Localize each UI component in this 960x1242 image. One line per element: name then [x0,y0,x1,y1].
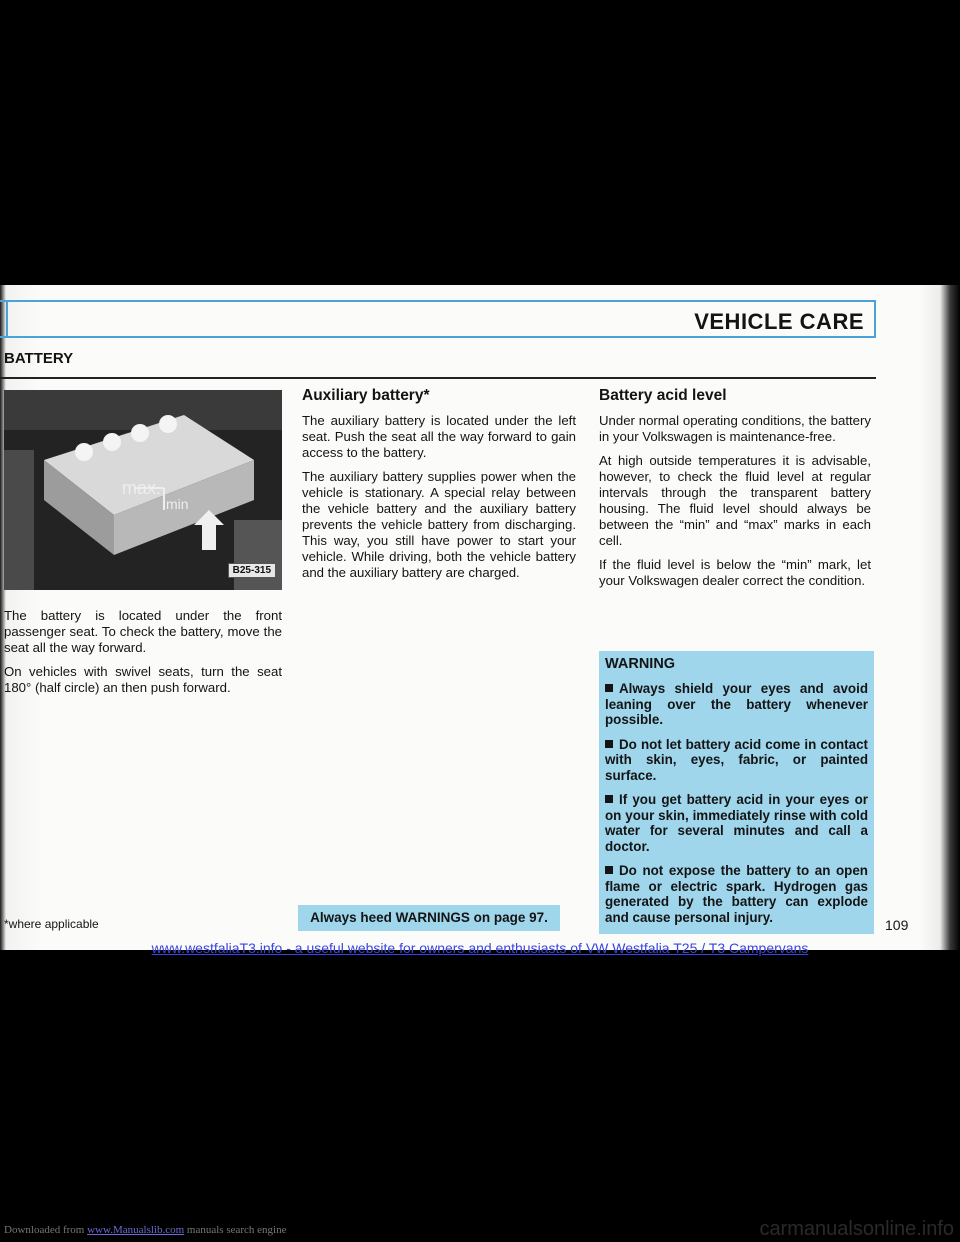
square-bullet-icon [605,866,613,874]
downloaded-from-line [4,1224,286,1236]
square-bullet-icon [605,740,613,748]
heed-warnings-box: Always heed WARNINGS on page 97. [298,905,560,931]
header-rule [0,377,876,379]
top-black-border [0,0,960,285]
square-bullet-icon [605,795,613,803]
bottom-black-border [0,950,960,1242]
warning-item [605,681,868,728]
middle-paragraph: The auxiliary battery is located under the left seat. Push the seat all the way forward to gain access to the battery. [302,413,576,460]
middle-paragraph: The auxiliary battery supplies power when the vehicle is stationary. A special relay between the vehicle battery and the auxiliary battery prevents the vehicle battery from discharging. This way, you still have power to start your vehicle. While driving, both the vehicle battery and the auxiliary battery are charged. [302,469,576,580]
left-column [4,608,282,704]
manualslib-link[interactable]: www.Manualslib.com [87,1224,185,1236]
section-title-vehicle-care: VEHICLE CARE [694,309,864,334]
warning-item-text: Do not expose the battery to an open flame or electric spark. Hydrogen gas generated by the battery can explode and cause personal injury. [605,863,868,925]
warning-item [605,737,868,784]
right-paragraph: At high outside temperatures it is advisable, however, to check the fluid level at regular intervals through the transparent battery housing. The fluid level should always be between the “min” and “max” marks in each cell. [599,453,871,548]
left-paragraph: The battery is located under the front passenger seat. To check the battery, move the seat all the way forward. [4,608,282,655]
warning-item-text: Always shield your eyes and avoid leaning over the battery whenever possible. [605,681,868,727]
watermark: carmanualsonline.info [759,1218,954,1240]
page-number: 109 [885,917,909,933]
battery-photo [4,390,282,590]
right-paragraph: If the fluid level is below the “min” mark, let your Volkswagen dealer correct the condition. [599,557,871,588]
website-link[interactable]: www.westfaliaT3.info - a useful website for owners and enthusiasts of VW Westfalia T25 / T3 Campervans [151,940,809,956]
right-column [599,387,871,597]
middle-column [302,387,576,589]
warning-item-text: Do not let battery acid come in contact with skin, eyes, fabric, or painted surface. [605,736,868,783]
warning-item-text: If you get battery acid in your eyes or on your skin, immediately rinse with cold water for several minutes and call a doctor. [605,792,868,854]
photo-reference-code: B25-315 [228,563,276,578]
downloaded-prefix: Downloaded from [4,1224,85,1236]
section-title-battery: BATTERY [4,350,74,367]
warning-item [605,863,868,925]
left-paragraph: On vehicles with swivel seats, turn the seat 180° (half circle) an then push forward. [4,664,282,695]
square-bullet-icon [605,684,613,692]
footnote: *where applicable [4,917,99,931]
warning-title: WARNING [605,656,676,672]
downloaded-suffix: manuals search engine [186,1224,287,1236]
auxiliary-battery-heading: Auxiliary battery* [302,387,430,404]
warning-item [605,792,868,854]
photo-label-min: min [166,496,189,512]
warning-box [599,651,874,934]
photo-label-max: max. [122,478,162,498]
right-paragraph: Under normal operating conditions, the battery in your Volkswagen is maintenance-free. [599,413,871,444]
battery-acid-level-heading: Battery acid level [599,387,727,404]
